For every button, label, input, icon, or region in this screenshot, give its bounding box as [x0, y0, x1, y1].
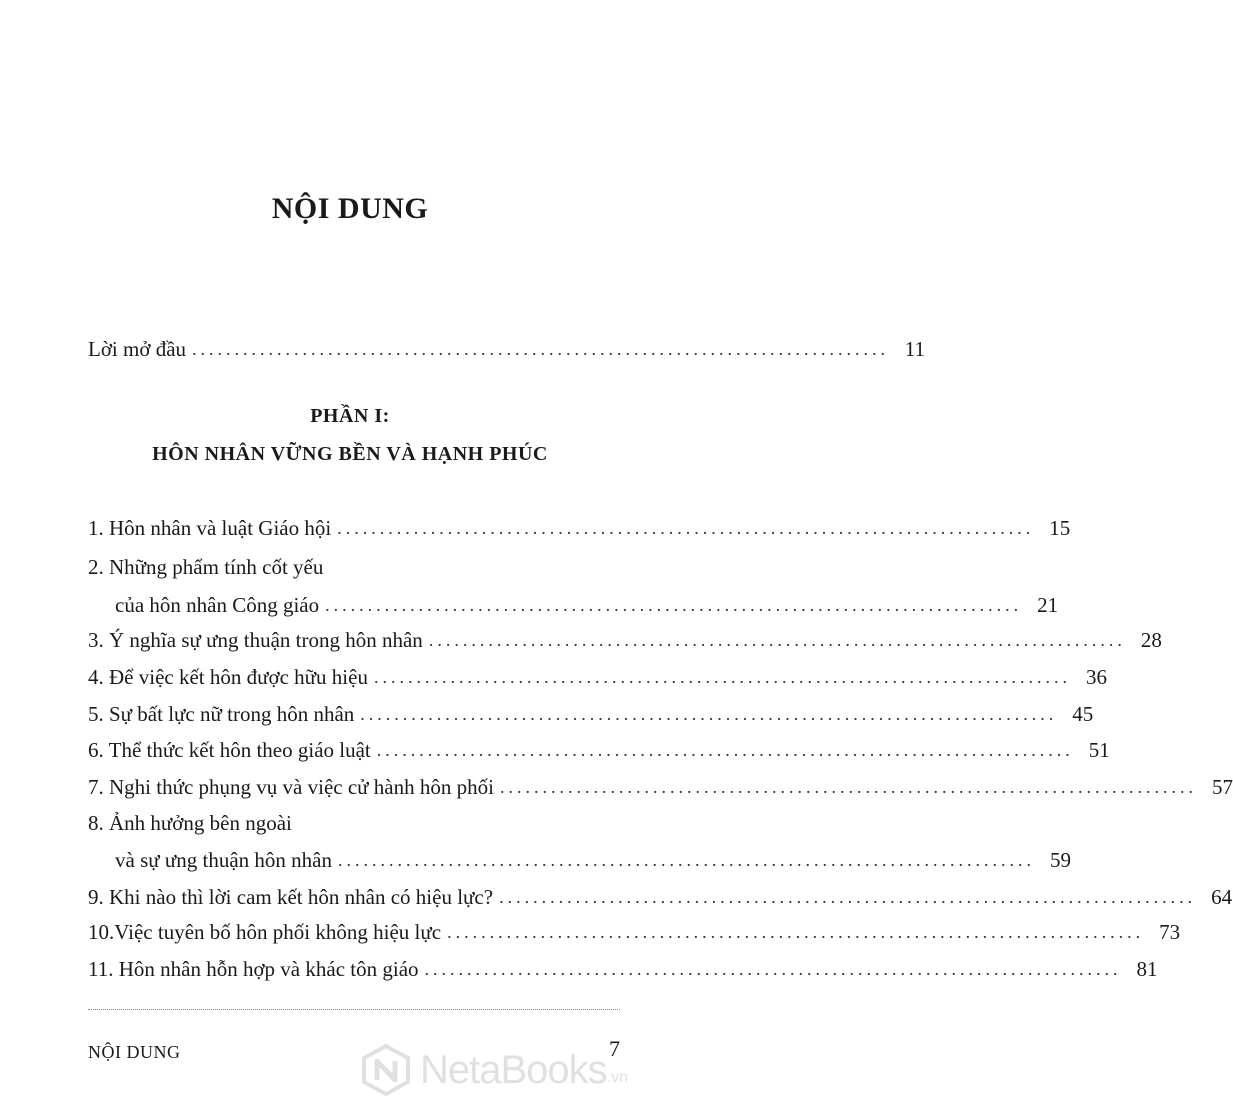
toc-entry-label: 10.Việc tuyên bố hôn phối không hiệu lực — [88, 920, 442, 944]
leader-dots: .................................................................................. — [428, 630, 1126, 650]
toc-entry-preface — [88, 332, 926, 366]
leader-dots: .................................................................................. — [360, 704, 1058, 724]
toc-entry — [88, 880, 1233, 914]
leader-dots: .................................................................................. — [325, 595, 1023, 615]
page-number: 7 — [609, 1036, 620, 1061]
leader-dots: .................................................................................. — [499, 887, 1197, 907]
toc-entry-label: 9. Khi nào thì lời cam kết hôn nhân có hiệu lực? — [88, 885, 494, 909]
watermark-text: NetaBooks — [420, 1047, 607, 1092]
toc-entry — [88, 660, 1107, 694]
leader-dots: .................................................................................. — [447, 922, 1145, 942]
toc-entry-label: của hôn nhân Công giáo — [115, 593, 320, 617]
toc-entry-page: 64 — [1211, 885, 1233, 909]
toc-entry-label: 6. Thể thức kết hôn theo giáo luật — [88, 738, 371, 762]
toc-entry-label: Lời mở đầu — [88, 337, 187, 361]
watermark-suffix: .vn — [606, 1069, 629, 1086]
toc-entry-label: và sự ưng thuận hôn nhân — [115, 848, 332, 872]
toc-entry-page: 73 — [1159, 920, 1181, 944]
toc-entry-continuation — [115, 843, 1071, 877]
toc-entry — [88, 623, 1162, 657]
toc-entry-label: 8. Ảnh hưởng bên ngoài — [88, 811, 292, 835]
toc-entry — [88, 952, 1158, 986]
toc-entry-page: 28 — [1140, 628, 1162, 652]
leader-dots: .................................................................................. — [337, 518, 1035, 538]
netabooks-logo-icon — [360, 1044, 412, 1096]
leader-dots: .................................................................................. — [424, 959, 1122, 979]
leader-dots: .................................................................................. — [373, 667, 1071, 687]
toc-entry — [88, 511, 1071, 545]
toc-entry — [88, 550, 620, 584]
toc-entry-label: 11. Hôn nhân hỗn hợp và khác tôn giáo — [88, 957, 419, 981]
toc-entry-page: 57 — [1211, 775, 1233, 799]
toc-entry — [88, 915, 1181, 949]
part-heading: PHẦN I: — [310, 405, 390, 427]
footer-divider — [88, 1009, 620, 1010]
watermark — [360, 1040, 628, 1100]
leader-dots: .................................................................................. — [192, 339, 890, 359]
toc-entry-label: 1. Hôn nhân và luật Giáo hội — [88, 516, 332, 540]
toc-entry-label: 2. Những phẩm tính cốt yếu — [88, 555, 324, 579]
toc-entry-page: 59 — [1049, 848, 1071, 872]
leader-dots: .................................................................................. — [376, 740, 1074, 760]
toc-entry-page: 15 — [1049, 516, 1071, 540]
toc-entry-label: 4. Để việc kết hôn được hữu hiệu — [88, 665, 368, 689]
toc-entry — [88, 770, 1233, 804]
toc-entry — [88, 733, 1110, 767]
toc-entry-continuation — [115, 588, 1059, 622]
page-title: NỘI DUNG — [271, 192, 429, 225]
toc-entry-label: 3. Ý nghĩa sự ưng thuận trong hôn nhân — [88, 628, 423, 652]
running-head: NỘI DUNG — [88, 1042, 181, 1062]
toc-entry-page: 81 — [1136, 957, 1158, 981]
leader-dots: .................................................................................. — [337, 850, 1035, 870]
toc-entry — [88, 806, 620, 840]
toc-entry-page: 11 — [904, 337, 926, 361]
toc-entry-label: 7. Nghi thức phụng vụ và việc cử hành hôn phối — [88, 775, 494, 799]
toc-entry-label: 5. Sự bất lực nữ trong hôn nhân — [88, 702, 355, 726]
part-subtitle: HÔN NHÂN VỮNG BỀN VÀ HẠNH PHÚC — [152, 443, 548, 465]
toc-entry — [88, 697, 1094, 731]
toc-entry-page: 51 — [1088, 738, 1110, 762]
toc-entry-page: 21 — [1037, 593, 1059, 617]
leader-dots: .................................................................................. — [499, 777, 1197, 797]
toc-entry-page: 45 — [1072, 702, 1094, 726]
toc-entry-page: 36 — [1085, 665, 1107, 689]
